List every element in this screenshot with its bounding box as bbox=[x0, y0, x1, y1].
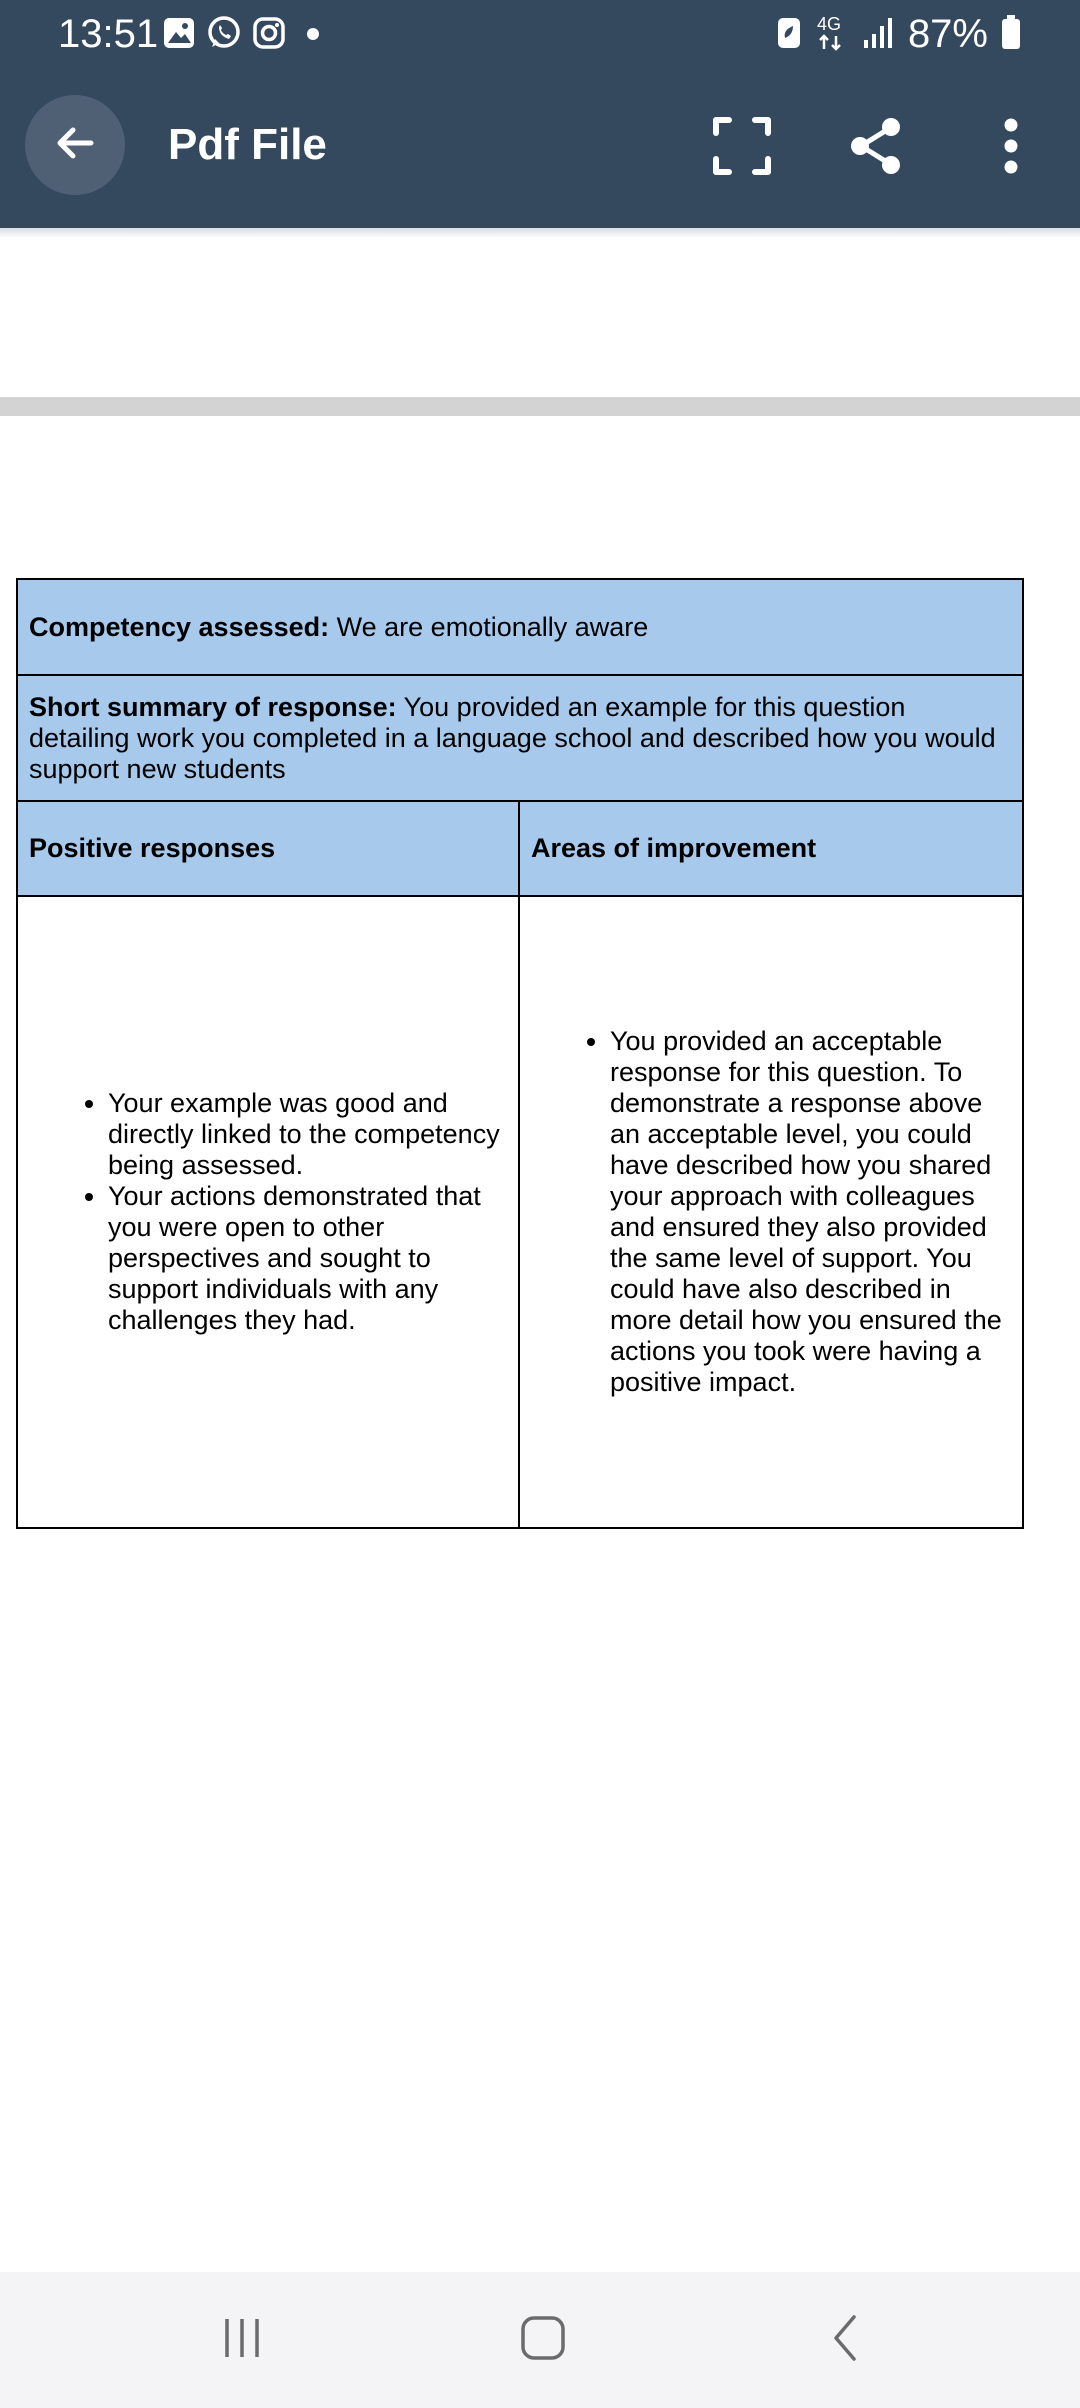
app-bar bbox=[0, 72, 1080, 228]
competency-value: We are emotionally aware bbox=[329, 611, 649, 642]
positive-responses-list bbox=[29, 1088, 507, 1336]
competency-label: Competency assessed: bbox=[29, 611, 330, 642]
app-bar-shadow bbox=[0, 228, 1080, 238]
gallery-icon bbox=[162, 16, 196, 55]
signal-bars-icon bbox=[862, 14, 896, 55]
battery-saver-icon bbox=[776, 14, 802, 55]
battery-icon bbox=[1000, 13, 1022, 56]
page-title: Pdf File bbox=[168, 120, 327, 169]
arrow-left-icon bbox=[51, 119, 99, 172]
summary-row bbox=[17, 675, 1023, 801]
back-nav-button[interactable] bbox=[806, 2300, 886, 2380]
share-button[interactable] bbox=[838, 110, 914, 186]
fullscreen-button[interactable] bbox=[704, 110, 780, 186]
whatsapp-icon bbox=[206, 15, 242, 56]
more-vert-icon bbox=[996, 116, 1026, 181]
back-button[interactable] bbox=[25, 95, 125, 195]
status-system-icons bbox=[776, 8, 1022, 60]
recent-apps-button[interactable] bbox=[202, 2300, 282, 2380]
4g-signal-icon bbox=[814, 12, 850, 57]
navigation-bar bbox=[0, 2272, 1080, 2408]
notification-dot-icon bbox=[296, 16, 326, 55]
page-separator bbox=[0, 397, 1080, 416]
list-item: • You provided an acceptable response for this question. To demonstrate a response above an acceptable level, you could have described how you shared your approach with colleagues and ensured they also provided the same level of support. You could have also described in more detail how you ensured the actions you took were having a positive impact. bbox=[610, 1026, 1011, 1398]
areas-of-improvement-cell bbox=[519, 896, 1023, 1528]
home-button[interactable] bbox=[503, 2300, 583, 2380]
assessment-table bbox=[16, 578, 1024, 1529]
areas-of-improvement-list bbox=[531, 1026, 1011, 1398]
positive-responses-header: Positive responses bbox=[17, 801, 519, 896]
column-header-row bbox=[17, 801, 1023, 896]
status-bar bbox=[0, 0, 1080, 72]
summary-value: You provided an example for this question detailing work you completed in a language school and described how you would support new students bbox=[29, 691, 996, 784]
list-item: • Your example was good and directly linked to the competency being assessed. bbox=[108, 1088, 507, 1181]
home-icon bbox=[518, 2313, 568, 2368]
fullscreen-icon bbox=[711, 115, 773, 182]
status-time: 13:51 bbox=[58, 12, 159, 56]
status-notification-icons bbox=[162, 16, 326, 54]
battery-percent: 87% bbox=[907, 12, 988, 56]
back-nav-icon bbox=[821, 2313, 871, 2368]
network-label: 4G bbox=[816, 13, 841, 34]
competency-row bbox=[17, 579, 1023, 675]
summary-cell bbox=[17, 675, 1023, 801]
competency-cell bbox=[17, 579, 1023, 675]
feedback-row bbox=[17, 896, 1023, 1528]
list-item: • Your actions demonstrated that you were open to other perspectives and sought to support individuals with any challenges they had. bbox=[108, 1181, 507, 1336]
share-icon bbox=[846, 116, 906, 181]
more-options-button[interactable] bbox=[973, 110, 1049, 186]
recent-apps-icon bbox=[217, 2313, 267, 2368]
instagram-icon bbox=[252, 16, 286, 55]
summary-label: Short summary of response: bbox=[29, 691, 397, 722]
positive-responses-cell bbox=[17, 896, 519, 1528]
areas-of-improvement-header: Areas of improvement bbox=[519, 801, 1023, 896]
